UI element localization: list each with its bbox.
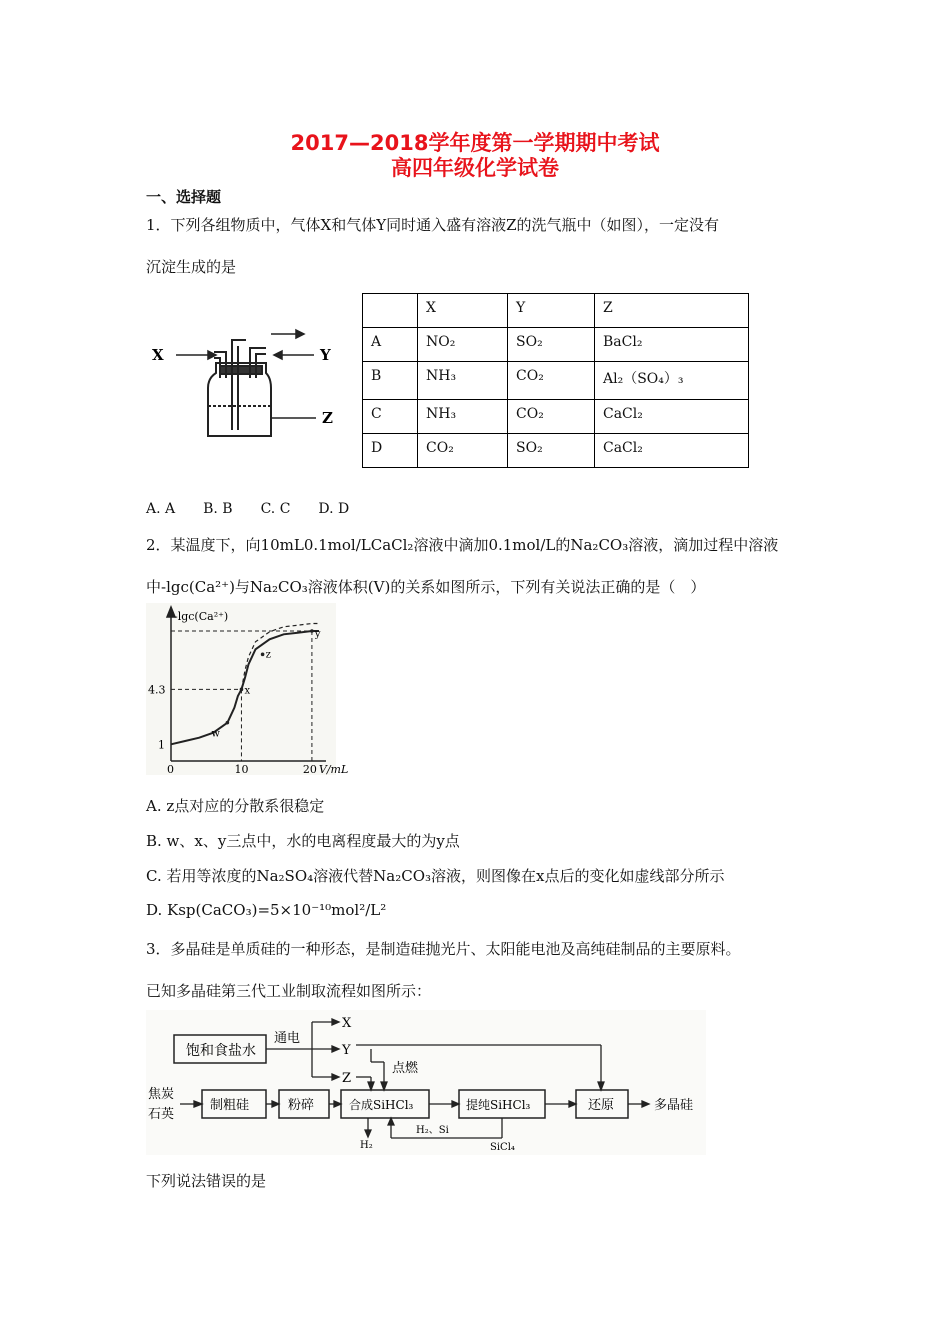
q2-option-a: A. z点对应的分散系很稳定 (146, 797, 325, 815)
flow-crude-si: 制粗硅 (210, 1098, 250, 1113)
table-cell: CaCl₂ (595, 400, 749, 434)
x-tick-20: 20 (302, 763, 317, 776)
q1-choices: A. A B. B C. C D. D (146, 501, 350, 517)
flow-coke: 焦炭 (148, 1087, 175, 1102)
q3-stem-line1: 3．多晶硅是单质硅的一种形态，是制造硅抛光片、太阳能电池及高纯硅制品的主要原料。 (146, 940, 741, 958)
point-label-w: w (211, 728, 220, 740)
table-row (363, 434, 749, 468)
table-cell: Z (595, 294, 749, 328)
flow-x: X (342, 1016, 352, 1031)
q2-stem-line2: 中-lgc(Ca²⁺)与Na₂CO₃溶液体积(V)的关系如图所示，下列有关说法正确的是（ ） (146, 578, 706, 596)
table-cell: X (418, 294, 508, 328)
y-tick-1: 1 (158, 738, 165, 752)
flow-synth: 合成SiHCl₃ (349, 1098, 414, 1112)
table-cell: Al₂（SO₄）₃ (595, 362, 749, 400)
gas-washing-bottle-diagram (146, 318, 346, 443)
q2-graph (146, 603, 349, 776)
q2-option-c: C. 若用等浓度的Na₂SO₄溶液代替Na₂CO₃溶液，则图像在x点后的变化如虚线部分所示 (146, 867, 725, 885)
data-point-w (226, 721, 230, 725)
table-cell: CO₂ (508, 362, 595, 400)
point-label-x: x (244, 685, 251, 697)
point-label-z: z (265, 649, 271, 661)
label-y: Y (320, 346, 331, 364)
q3-stem-line2: 已知多晶硅第三代工业制取流程如图所示： (146, 982, 432, 1000)
label-x: X (152, 346, 164, 364)
flow-brine: 饱和食盐水 (186, 1043, 256, 1059)
table-cell: CO₂ (418, 434, 508, 468)
q2-option-b: B. w、x、y三点中，水的电离程度最大的为y点 (146, 832, 460, 850)
section-heading: 一、选择题 (146, 188, 222, 206)
q2-stem-line1: 2．某温度下，向10mL0.1mol/LCaCl₂溶液中滴加0.1mol/L的Na₂CO₃溶液，滴加过程中溶液 (146, 536, 779, 554)
table-cell: Y (508, 294, 595, 328)
x-tick-10: 10 (234, 763, 249, 776)
table-cell: B (363, 362, 418, 400)
flow-sicl4: SiCl₄ (490, 1142, 515, 1153)
flow-z: Z (342, 1071, 352, 1086)
table-cell: C (363, 400, 418, 434)
data-point-z (261, 653, 265, 657)
flow-ignite: 点燃 (392, 1061, 419, 1076)
flow-crush: 粉碎 (288, 1098, 315, 1113)
table-cell: CaCl₂ (595, 434, 749, 468)
q2-option-d: D. Ksp(CaCO₃)=5×10⁻¹⁰mol²/L² (146, 901, 387, 919)
table-cell: A (363, 328, 418, 362)
flow-reduce: 还原 (588, 1098, 615, 1113)
x-tick-0: 0 (167, 763, 174, 776)
q1-stem-line2: 沉淀生成的是 (146, 258, 237, 276)
y-axis-label: -lgc(Ca²⁺) (174, 610, 229, 623)
flow-product: 多晶硅 (654, 1098, 694, 1113)
table-cell: NH₃ (418, 400, 508, 434)
table-row (363, 362, 749, 400)
q1-stem-line1: 1．下列各组物质中，气体X和气体Y同时通入盛有溶液Z的洗气瓶中（如图），一定没有 (146, 216, 720, 234)
table-cell: SO₂ (508, 328, 595, 362)
label-z: Z (322, 409, 333, 427)
data-point-x (240, 688, 244, 692)
table-cell: D (363, 434, 418, 468)
table-cell: NO₂ (418, 328, 508, 362)
table-row (363, 328, 749, 362)
x-axis-label: V/mL (318, 763, 349, 776)
flow-h2: H₂ (360, 1140, 373, 1151)
point-label-y: y (314, 629, 321, 640)
table-row (363, 294, 749, 328)
y-tick-4.3: 4.3 (148, 683, 166, 697)
exam-title: 2017—2018学年度第一学期期中考试 (290, 131, 660, 155)
table-cell: BaCl₂ (595, 328, 749, 362)
q3-ask: 下列说法错误的是 (146, 1172, 267, 1190)
flow-quartz: 石英 (148, 1107, 175, 1122)
flow-electrolysis: 通电 (274, 1031, 301, 1046)
flow-purify: 提纯SiHCl₃ (466, 1098, 531, 1112)
table-row (363, 400, 749, 434)
table-cell: SO₂ (508, 434, 595, 468)
flow-h2si: H₂、Si (416, 1125, 449, 1136)
table-cell (363, 294, 418, 328)
flow-y: Y (342, 1043, 351, 1058)
q1-options-table (362, 293, 749, 468)
q3-flowchart (146, 1010, 706, 1155)
data-point-y (310, 629, 314, 633)
exam-subtitle: 高四年级化学试卷 (391, 156, 559, 180)
table-cell: NH₃ (418, 362, 508, 400)
table-cell: CO₂ (508, 400, 595, 434)
